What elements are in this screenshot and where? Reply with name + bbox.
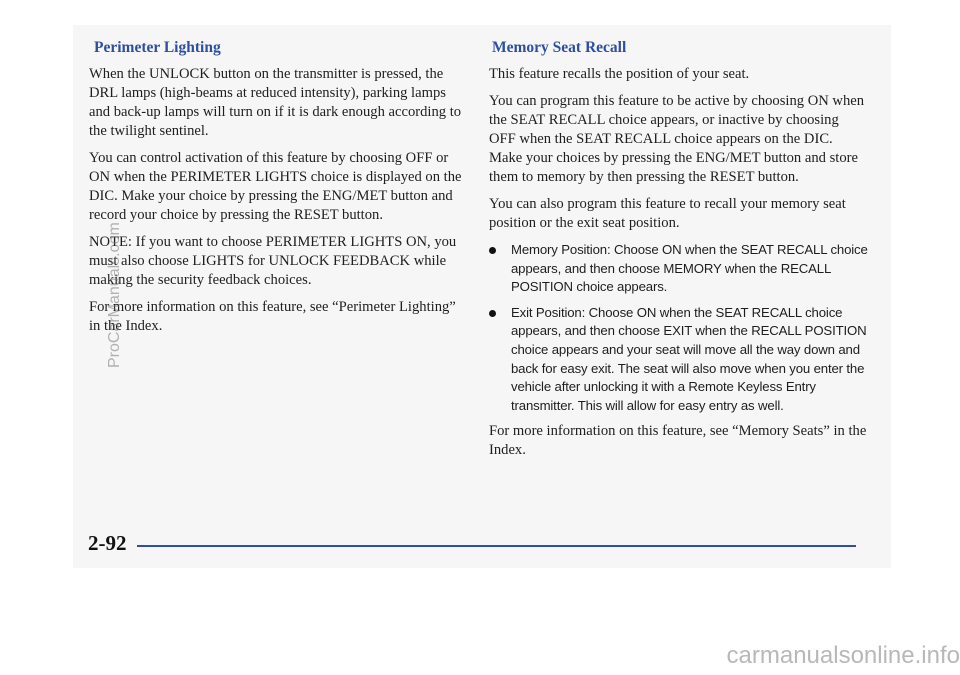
list-item-text: Exit Position: Choose ON when the SEAT RECALL choice appears, and then choose EXIT when the RECALL POSITION choice appears and your seat will move all the way down and back for easy exit. The seat will also move when you enter the vehicle after unlocking it with a Remote Keyless Entry transmitter. This will allow for easy entry as well. — [511, 304, 867, 413]
watermark-side-text: ProCarManuals.com — [106, 222, 123, 368]
paragraph: You can program this feature to be active by choosing ON when the SEAT RECALL choice appears, or inactive by choosing OFF when the SEAT RECALL choice appears on the DIC. Make your choices by pressing the ENG/MET button and store them to memory by then pressing the RESET button. — [489, 93, 865, 185]
list-item-text: Memory Position: Choose ON when the SEAT RECALL choice appears, and then choose MEMORY when the RECALL POSITION choice appears. — [511, 242, 868, 295]
paragraph: You can control activation of this feature by choosing OFF or ON when the PERIMETER LIGHTS choice is displayed on the DIC. Make your choice by pressing the ENG/MET button and record your choice by pressing the RESET button. — [89, 150, 462, 223]
paragraph: For more information on this feature, see “Memory Seats” in the Index. — [489, 423, 867, 459]
right-column — [489, 38, 869, 468]
note-paragraph: NOTE: If you want to choose PERIMETER LIGHTS ON, you must also choose LIGHTS for UNLOCK FEEDBACK while making the security feedback choices. — [89, 234, 457, 288]
bullet-list — [489, 241, 869, 415]
bullet-icon — [489, 310, 496, 317]
left-column — [89, 38, 464, 344]
bullet-icon — [489, 247, 496, 254]
footer-rule — [137, 545, 856, 547]
list-item — [489, 304, 869, 416]
page-number: 2-92 — [88, 531, 127, 555]
section-title-memory-seat-recall: Memory Seat Recall — [492, 39, 627, 56]
list-item — [489, 241, 869, 297]
paragraph: For more information on this feature, see “Perimeter Lighting” in the Index. — [89, 299, 456, 334]
paragraph: You can also program this feature to recall your memory seat position or the exit seat position. — [489, 196, 846, 231]
watermark-bottom: carmanualsonline.info — [726, 642, 960, 669]
section-title-perimeter-lighting: Perimeter Lighting — [94, 39, 221, 56]
paragraph: This feature recalls the position of your seat. — [489, 66, 750, 82]
paragraph: When the UNLOCK button on the transmitter is pressed, the DRL lamps (high-beams at reduced intensity), parking lamps and back-up lamps will turn on if it is dark enough according to the twilight sentinel. — [89, 66, 462, 139]
